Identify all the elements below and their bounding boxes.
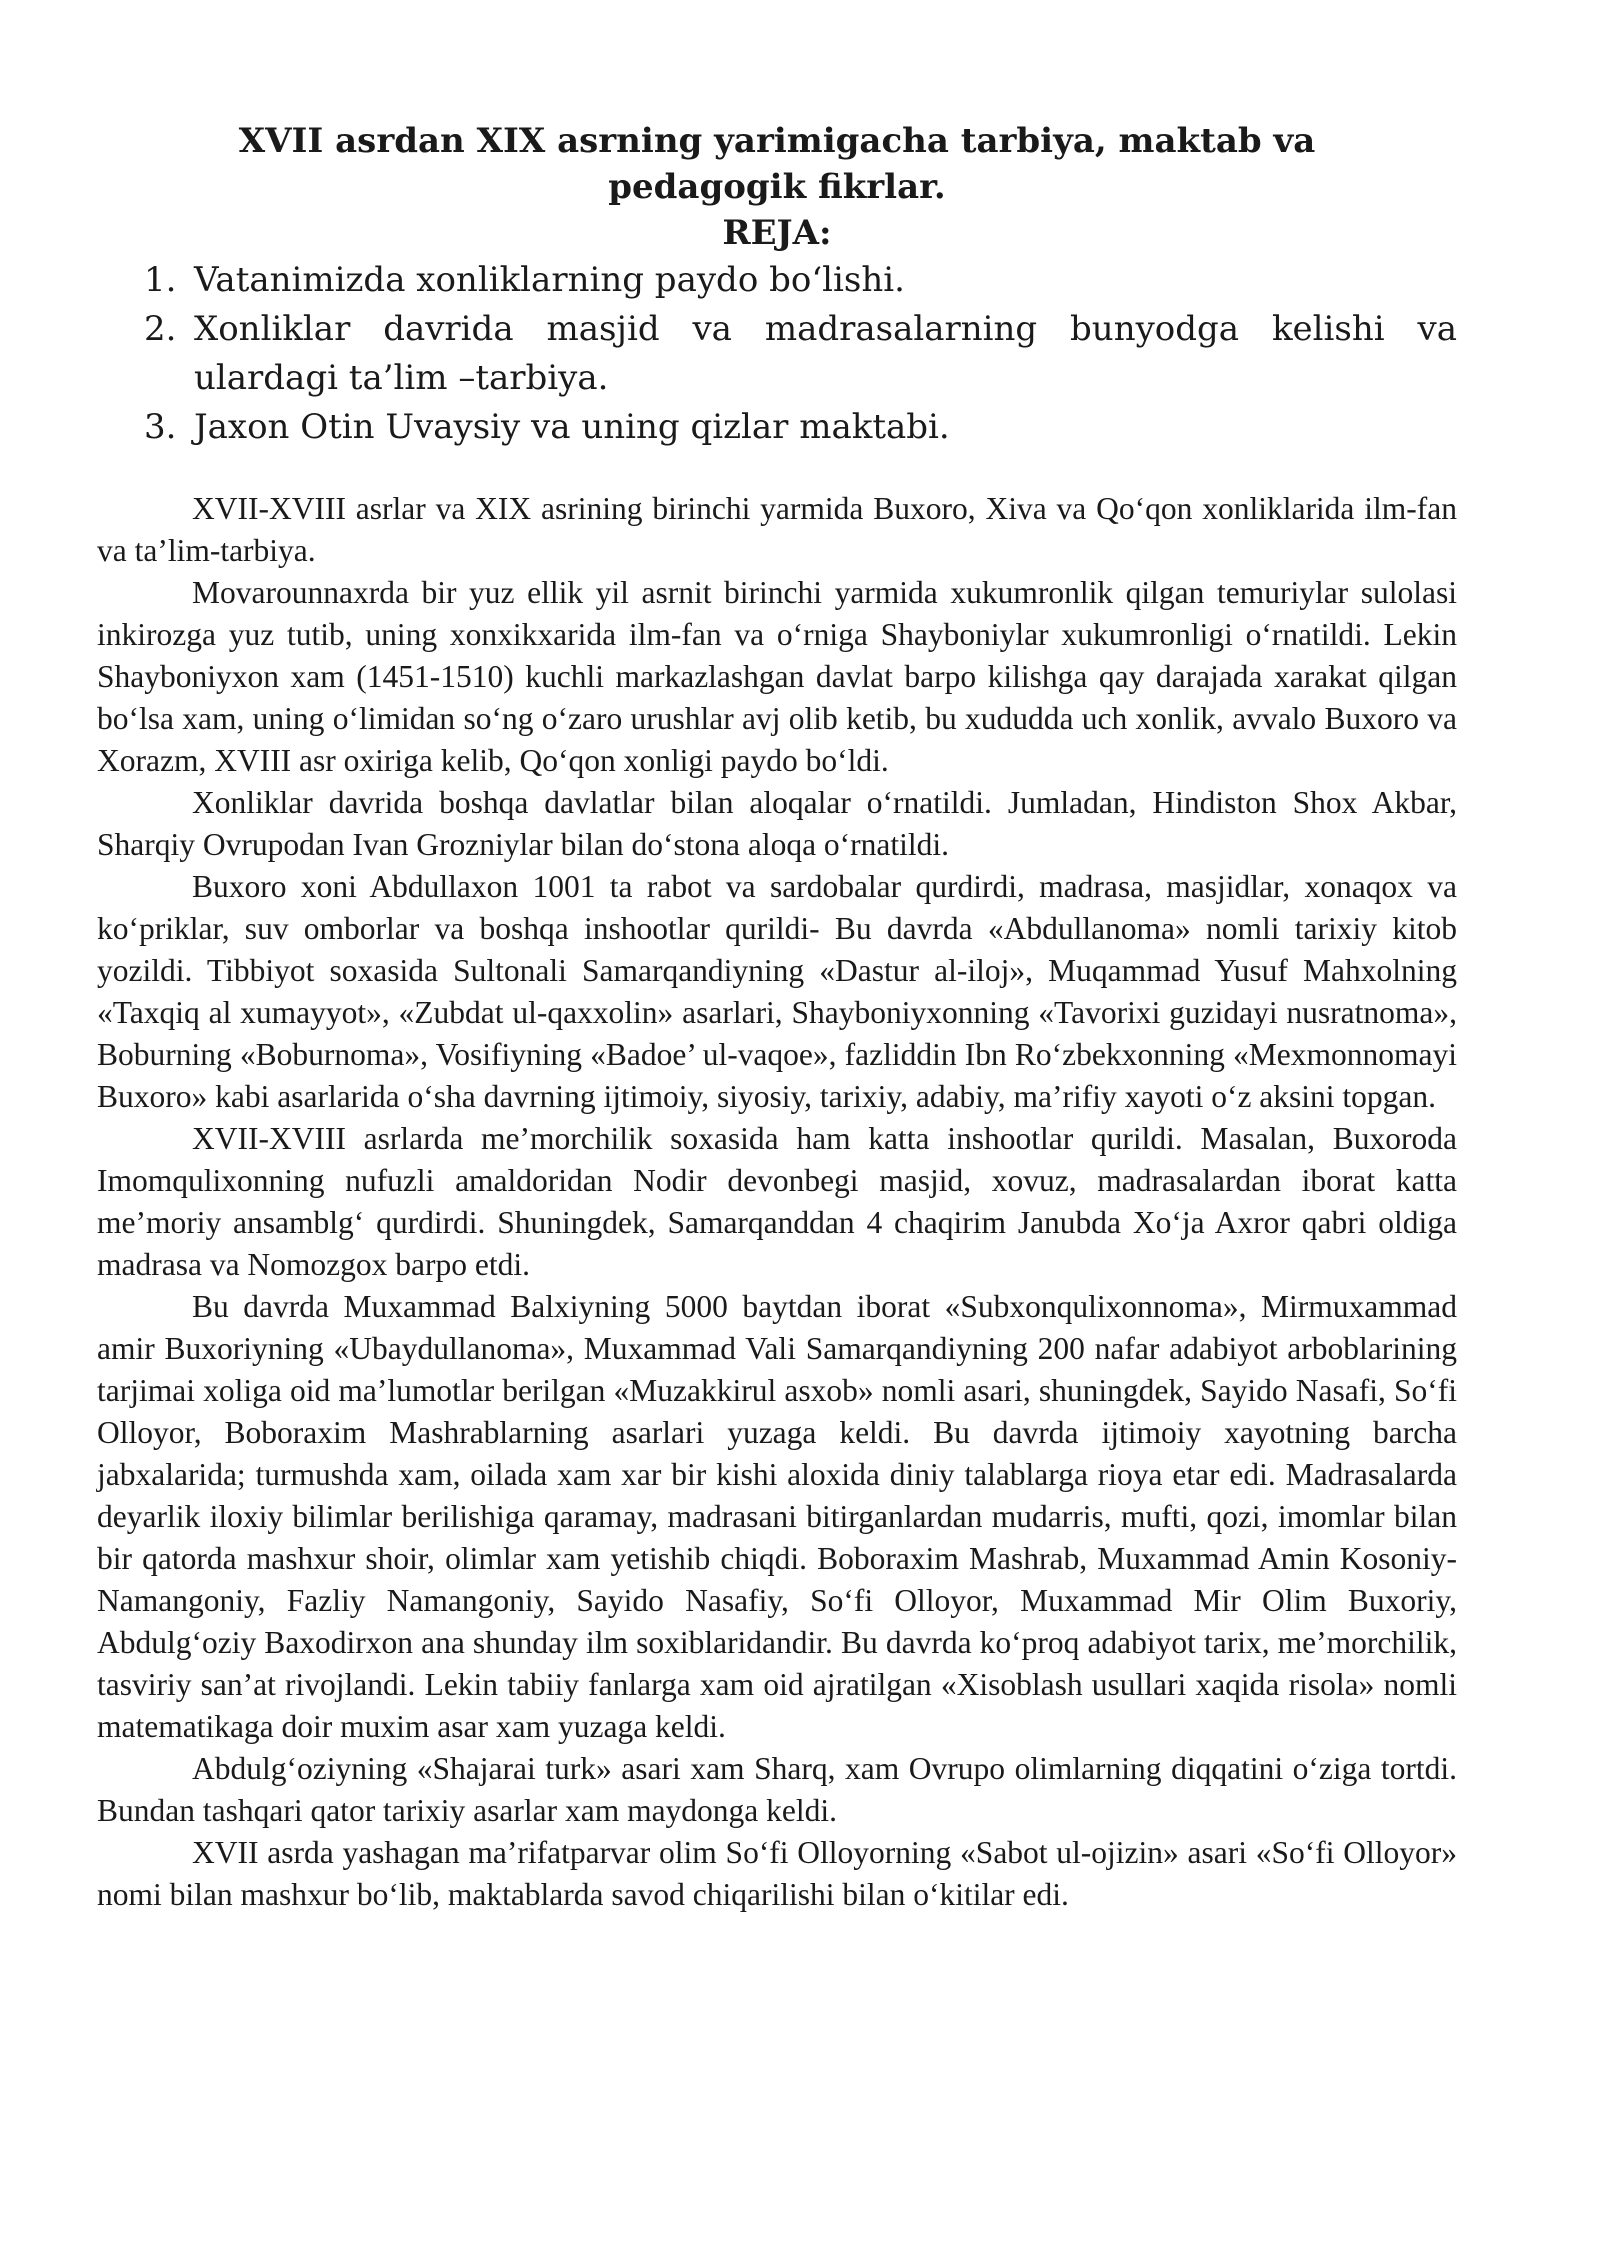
plan-item — [144, 305, 1457, 403]
plan-list — [97, 256, 1457, 452]
paragraph: Bu davrda Muxammad Balxiyning 5000 baytdan iborat «Subxonqulixonnoma», Mirmuxammad amir Buxoriyning «Ubaydullanoma», Muxammad Vali Samarqandiyning 200 nafar adabiyot arboblarining tarjimai xoliga oid ma’lumotlar berilgan «Muzakkirul asxob» nomli asari, shuningdek, Sayido Nasafi, So‘fi Olloyor, Boboraxim Mashrablarning asarlari yuzaga keldi. Bu davrda ijtimoiy xayotning barcha jabxalarida; turmushda xam, oilada xam xar bir kishi aloxida diniy talablarga rioya etar edi. Madrasalarda deyarlik iloxiy bilimlar berilishiga qaramay, madrasani bitirganlardan mudarris, mufti, qozi, imomlar bilan bir qatorda mashxur shoir, olimlar xam yetishib chiqdi. Boboraxim Mashrab, Muxammad Amin Kosoniy-Namangoniy, Fazliy Namangoniy, Sayido Nasafiy, So‘fi Olloyor, Muxammad Mir Olim Buxoriy, Abdulg‘oziy Baxodirxon ana shunday ilm soxiblaridandir. Bu davrda ko‘proq adabiyot tarix, me’morchilik, tasviriy san’at rivojlandi. Lekin tabiiy fanlarga xam oid ajratilgan «Xisoblash usullari xaqida risola» nomli matematikaga doir muxim asar xam yuzaga keldi. — [97, 1289, 1457, 1744]
paragraph: Buxoro xoni Abdullaxon 1001 ta rabot va sardobalar qurdirdi, madrasa, masjidlar, xonaqox va ko‘priklar, suv omborlar va boshqa inshootlar qurildi- Bu davrda «Abdullanoma» nomli tarixiy kitob yozildi. Tibbiyot soxasida Sultonali Samarqandiyning «Dastur al-iloj», Muqammad Yusuf Mahxolning «Taxqiq al xumayyot», «Zubdat ul-qaxxolin» asarlari, Shayboniyxonning «Tavorixi guzidayi nusratnoma», Boburning «Boburnoma», Vosifiyning «Badoe’ ul-vaqoe», fazliddin Ibn Ro‘zbekxonning «Mexmonnomayi Buxoro» kabi asarlarida o‘sha davrning ijtimoiy, siyosiy, tarixiy, adabiy, ma’rifiy xayoti o‘z aksini topgan. — [97, 869, 1457, 1114]
plan-item-number: 1. — [144, 260, 177, 300]
plan-item-number: 3. — [144, 407, 177, 447]
plan-item-text: Vatanimizda xonliklarning paydo bo‘lishi. — [194, 260, 905, 300]
plan-heading: REJA: — [722, 213, 832, 253]
paragraph: Xonliklar davrida boshqa davlatlar bilan aloqalar o‘rnatildi. Jumladan, Hindiston Shox Akbar, Sharqiy Ovrupodan Ivan Grozniylar bilan do‘stona aloqa o‘rnatildi. — [97, 785, 1457, 862]
plan-item-text: Xonliklar davrida masjid va madrasalarning bunyodga kelishi va ulardagi ta’lim –tarbiya. — [194, 309, 1457, 398]
paragraph: XVII-XVIII asrlar va XIX asrining birinchi yarmida Buxoro, Xiva va Qo‘qon xonliklarida ilm-fan va ta’lim-tarbiya. — [97, 491, 1457, 568]
paragraph: Abdulg‘oziyning «Shajarai turk» asari xam Sharq, xam Ovrupo olimlarning diqqatini o‘ziga tortdi. Bundan tashqari qator tarixiy asarlar xam maydonga keldi. — [97, 1751, 1457, 1828]
document-title: XVII asrdan XIX asrning yarimigacha tarbiya, maktab va pedagogik fikrlar. — [238, 121, 1316, 207]
paragraph: XVII asrda yashagan ma’rifatparvar olim So‘fi Olloyorning «Sabot ul-ojizin» asari «So‘fi Olloyor» nomi bilan mashxur bo‘lib, maktablarda savod chiqarilishi bilan o‘kitilar edi. — [97, 1835, 1457, 1912]
paragraph: XVII-XVIII asrlarda me’morchilik soxasida ham katta inshootlar qurildi. Masalan, Buxoroda Imomqulixonning nufuzli amaldoridan Nodir devonbegi masjid, xovuz, madrasalardan iborat katta me’moriy ansamblg‘ qurdirdi. Shuningdek, Samarqanddan 4 chaqirim Janubda Xo‘ja Axror qabri oldiga madrasa va Nomozgox barpo etdi. — [97, 1121, 1457, 1282]
body-text — [97, 488, 1457, 1916]
paragraph: Movarounnaxrda bir yuz ellik yil asrnit birinchi yarmida xukumronlik qilgan temuriylar sulolasi inkirozga yuz tutib, uning xonxikxarida ilm-fan va o‘rniga Shayboniylar xukumronligi o‘rnatildi. Lekin Shayboniyxon xam (1451-1510) kuchli markazlashgan davlat barpo kilishga qay darajada xarakat qilgan bo‘lsa xam, uning o‘limidan so‘ng o‘zaro urushlar avj olib ketib, bu xududda uch xonlik, avvalo Buxoro va Xorazm, XVIII asr oxiriga kelib, Qo‘qon xonligi paydo bo‘ldi. — [97, 575, 1457, 778]
plan-item-number: 2. — [144, 309, 177, 349]
plan-item — [144, 256, 1457, 305]
document-page — [97, 118, 1457, 1916]
plan-item — [144, 403, 1457, 452]
plan-item-text: Jaxon Otin Uvaysiy va uning qizlar maktabi. — [194, 407, 950, 447]
